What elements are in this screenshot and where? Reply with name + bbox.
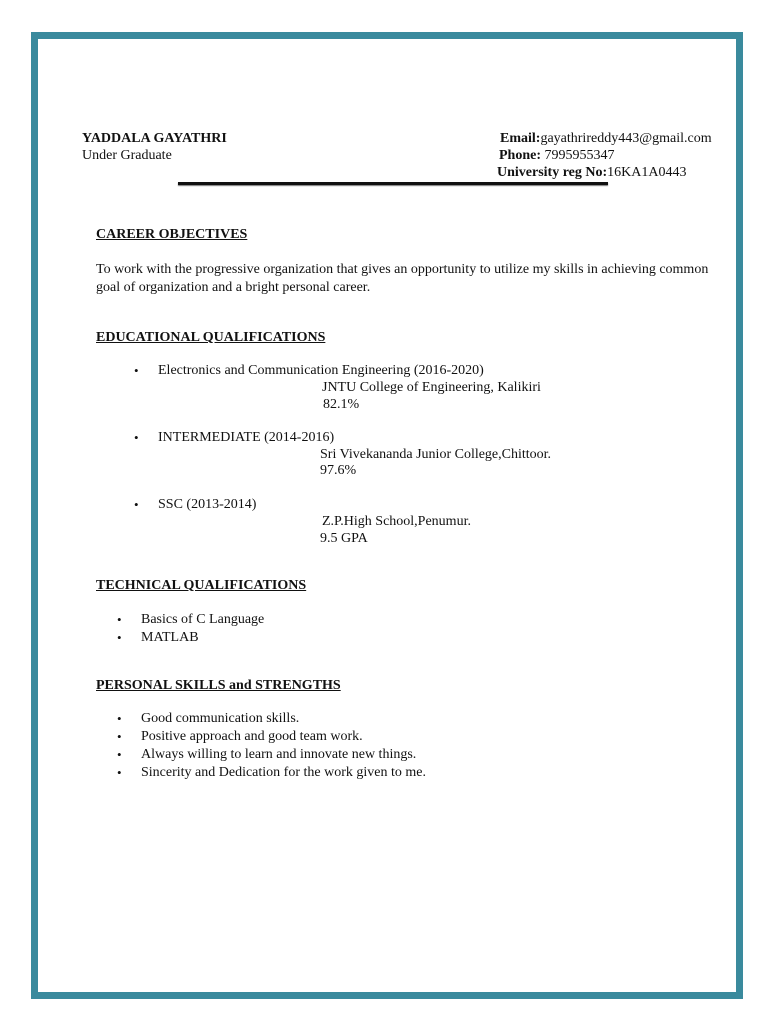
bullet-icon: • [117,630,122,645]
edu-institution: Z.P.High School,Penumur. [322,514,471,529]
edu-institution: Sri Vivekananda Junior College,Chittoor. [320,447,552,462]
header-divider [178,182,608,185]
candidate-subtitle: Under Graduate [82,148,172,163]
reg-label: University reg No: [497,165,608,180]
bullet-icon: • [134,430,139,445]
skill-item: Good communication skills. [141,711,300,726]
edu-score: 9.5 GPA [320,531,368,546]
skills-heading: PERSONAL SKILLS and STRENGTHS [96,678,341,693]
edu-title: SSC (2013-2014) [158,497,257,512]
email-label: Email: [500,131,541,146]
bullet-icon: • [117,612,122,627]
phone-label: Phone: [499,148,541,163]
technical-heading: TECHNICAL QUALIFICATIONS [96,578,307,593]
edu-title: Electronics and Communication Engineering (2016-2020) [158,363,484,378]
bullet-icon: • [117,747,122,762]
skill-item: Always willing to learn and innovate new things. [141,747,417,762]
candidate-name: YADDALA GAYATHRI [82,131,227,146]
phone-value: 7995955347 [544,148,615,163]
email-line [500,130,712,147]
edu-institution: JNTU College of Engineering, Kalikiri [322,380,541,395]
bullet-icon: • [117,765,122,780]
phone-line [499,147,615,164]
career-heading: CAREER OBJECTIVES [96,227,248,242]
bullet-icon: • [134,497,139,512]
career-text: To work with the progressive organization that gives an opportunity to utilize my skills in achieving common goal of organization and a bright personal career. [96,262,709,295]
technical-item: MATLAB [141,630,199,645]
reg-line [497,164,687,181]
reg-value: 16KA1A0443 [607,165,687,180]
edu-score: 97.6% [320,463,357,478]
education-heading: EDUCATIONAL QUALIFICATIONS [96,330,326,345]
skill-item: Sincerity and Dedication for the work given to me. [141,765,426,780]
edu-score: 82.1% [323,397,360,412]
skill-item: Positive approach and good team work. [141,729,363,744]
edu-title: INTERMEDIATE (2014-2016) [158,430,335,445]
bullet-icon: • [117,729,122,744]
email-value: gayathrireddy443@gmail.com [540,131,712,146]
bullet-icon: • [117,711,122,726]
bullet-icon: • [134,363,139,378]
technical-item: Basics of C Language [141,612,265,627]
